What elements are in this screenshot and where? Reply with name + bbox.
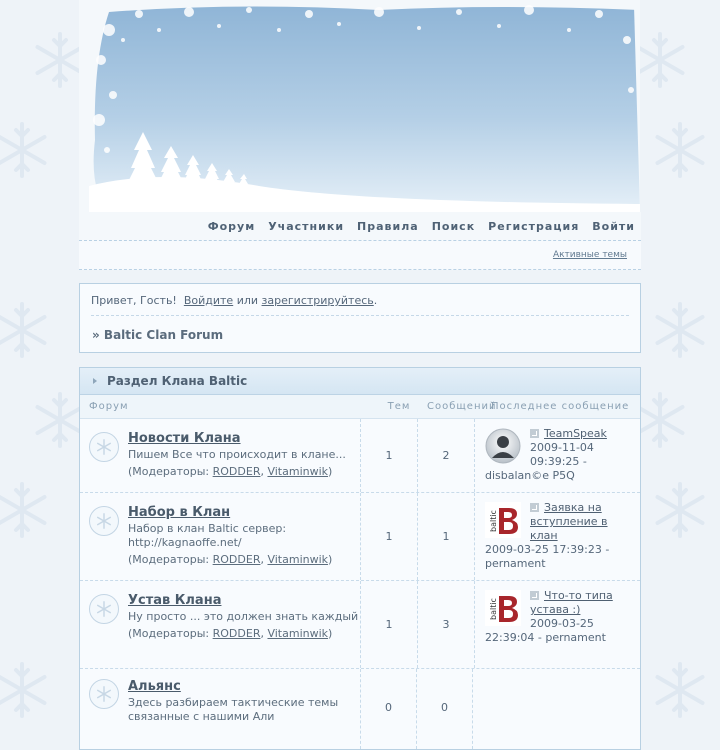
- nav-search[interactable]: Поиск: [431, 219, 476, 233]
- last-post-date: 2009-03-25 22:39:04 -: [485, 617, 594, 644]
- login-link[interactable]: Войдите: [183, 294, 234, 307]
- moderator-link[interactable]: Vitaminwik: [267, 465, 329, 478]
- topics-count: 1: [361, 419, 418, 492]
- moderator-link[interactable]: RODDER: [212, 465, 261, 478]
- header-banner: [79, 0, 640, 212]
- forum-title-link[interactable]: Новости Клана: [128, 431, 241, 446]
- topics-count: 1: [361, 493, 418, 580]
- main-nav: [79, 212, 641, 240]
- moderators-label: (Модераторы:: [128, 553, 210, 566]
- welcome-text: [91, 294, 377, 307]
- last-post-date: 2009-11-04 09:39:25 -: [530, 441, 594, 468]
- forum-title-link[interactable]: Набор в Клан: [128, 505, 231, 520]
- forum-description: Здесь разбираем тактические темы связанные с нашими Али: [128, 696, 339, 723]
- collapse-arrow-icon[interactable]: [93, 378, 97, 384]
- posts-count: 0: [417, 669, 473, 749]
- forum-title-link[interactable]: Альянс: [128, 679, 181, 694]
- forum-row: [80, 419, 640, 493]
- forum-moderators: (Модераторы: RODDER, Vitaminwik): [128, 553, 333, 566]
- column-headers: [80, 395, 640, 419]
- section-title: Раздел Клана Baltic: [107, 374, 248, 388]
- nav-login[interactable]: Войти: [592, 219, 635, 233]
- topics-count: 0: [361, 669, 417, 749]
- nav-rules[interactable]: Правила: [357, 219, 419, 233]
- baltic-logo-icon: [485, 590, 521, 626]
- sub-nav: [79, 240, 641, 270]
- forum-moderators: (Модераторы: RODDER, Vitaminwik): [128, 627, 333, 640]
- forum-info: [128, 493, 361, 580]
- last-post-link[interactable]: Заявка на вступление в клан: [530, 501, 608, 542]
- forum-row: [80, 581, 640, 669]
- forum-description: Пишем Все что происходит в клане...: [128, 448, 346, 461]
- nav-members[interactable]: Участники: [268, 219, 345, 233]
- goto-post-icon[interactable]: [530, 429, 539, 438]
- last-post: [473, 669, 640, 749]
- forum-description: Ну просто ... это должен знать каждый: [128, 610, 359, 623]
- forum-title-link[interactable]: Устав Клана: [128, 593, 222, 608]
- svg-text:baltic: baltic: [489, 598, 498, 620]
- goto-post-icon[interactable]: [530, 503, 539, 512]
- breadcrumb[interactable]: » Baltic Clan Forum: [92, 328, 224, 342]
- goto-post-icon[interactable]: [530, 591, 539, 600]
- topics-count: 1: [361, 581, 418, 668]
- forum-info: [128, 669, 361, 749]
- welcome-box: [79, 283, 641, 353]
- last-post-date: 2009-03-25 17:39:23 -: [485, 543, 610, 556]
- forum-moderators: (Модераторы: RODDER, Vitaminwik): [128, 465, 333, 478]
- col-topics: Тем: [387, 401, 411, 412]
- snowflake-forum-icon: [89, 432, 119, 462]
- forum-icon-cell: [80, 581, 128, 668]
- last-post-author: pernament: [545, 631, 606, 644]
- snowflake-forum-icon: [89, 594, 119, 624]
- moderators-label: (Модераторы:: [128, 627, 210, 640]
- forum-icon-cell: [80, 419, 128, 492]
- snowflake-forum-icon: [89, 506, 119, 536]
- forum-icon-cell: [80, 493, 128, 580]
- greeting-or: или: [236, 294, 259, 307]
- last-post-author: disbalan©e P5Q: [485, 469, 575, 482]
- forum-icon-cell: [80, 669, 128, 749]
- svg-text:baltic: baltic: [489, 510, 498, 532]
- posts-count: 1: [418, 493, 475, 580]
- page-wrapper: [79, 0, 641, 750]
- moderators-label: (Модераторы:: [128, 465, 210, 478]
- last-post-link[interactable]: Что-то типа устава :): [530, 589, 613, 616]
- snowflake-forum-icon: [89, 679, 119, 709]
- nav-forum[interactable]: Форум: [207, 219, 256, 233]
- default-avatar-icon: [485, 428, 521, 464]
- last-post-link[interactable]: TeamSpeak: [544, 427, 607, 440]
- last-post: [475, 419, 640, 492]
- active-topics-link[interactable]: Активные темы: [552, 250, 627, 260]
- last-post-author: pernament: [485, 557, 546, 570]
- last-post: [475, 493, 640, 580]
- col-posts: Сообщений: [427, 401, 497, 412]
- forum-description: Набор в клан Baltic сервер: http://kagnaoffe.net/: [128, 522, 287, 549]
- last-post: [475, 581, 640, 668]
- nav-register[interactable]: Регистрация: [488, 219, 580, 233]
- col-forum: Форум: [89, 401, 129, 412]
- forum-info: [128, 581, 361, 668]
- moderator-link[interactable]: Vitaminwik: [267, 627, 329, 640]
- moderator-link[interactable]: Vitaminwik: [267, 553, 329, 566]
- moderator-link[interactable]: RODDER: [212, 627, 261, 640]
- posts-count: 2: [418, 419, 475, 492]
- forum-section: [79, 367, 641, 750]
- register-link[interactable]: зарегистрируйтесь: [261, 294, 374, 307]
- forum-info: [128, 419, 361, 492]
- greeting-suffix: .: [373, 294, 378, 307]
- moderator-link[interactable]: RODDER: [212, 553, 261, 566]
- section-header[interactable]: [80, 368, 640, 395]
- forum-row: [80, 493, 640, 581]
- posts-count: 3: [418, 581, 475, 668]
- welcome-divider: [91, 315, 629, 316]
- baltic-logo-icon: [485, 502, 521, 538]
- forum-row: [80, 669, 640, 749]
- greeting-prefix: Привет, Гость!: [91, 294, 177, 307]
- col-last-post: Последнее сообщение: [491, 401, 630, 412]
